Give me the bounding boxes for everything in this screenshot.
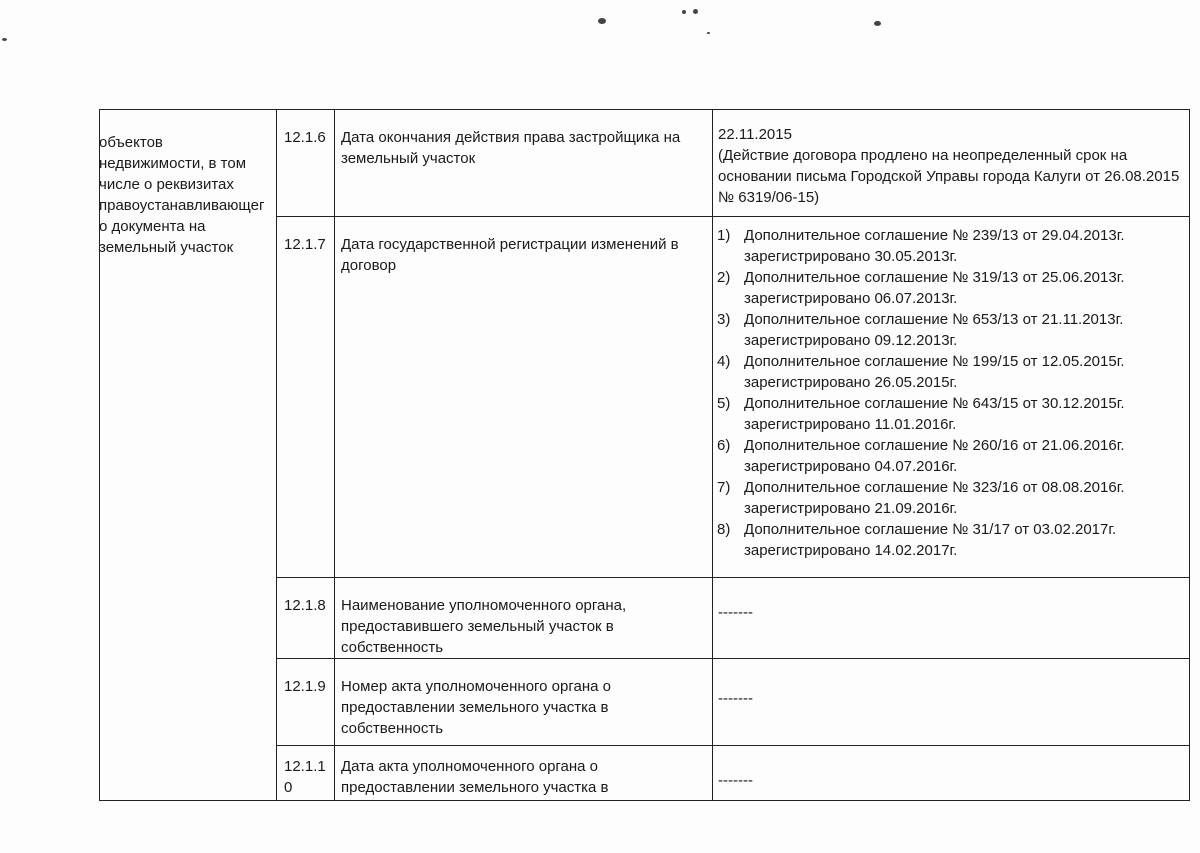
list-index: 5) <box>717 395 731 412</box>
list-index: 2) <box>717 269 731 286</box>
list-item <box>717 351 1181 393</box>
list-index: 1) <box>717 227 731 244</box>
row-number-cell <box>277 578 335 659</box>
row-number: 12.1.9 <box>284 678 326 695</box>
scan-speck <box>874 21 881 26</box>
amendment-list <box>713 217 1189 571</box>
list-index: 3) <box>717 311 731 328</box>
list-index: 8) <box>717 521 731 538</box>
row-number-cell <box>277 746 335 801</box>
value-cell <box>713 578 1190 659</box>
list-index: 4) <box>717 353 731 370</box>
list-item <box>717 393 1181 435</box>
list-index: 7) <box>717 479 731 496</box>
expiry-date: 22.11.2015 <box>718 126 792 143</box>
scan-speck <box>598 18 606 24</box>
description-cell <box>335 110 713 217</box>
row-description: Дата акта уполномоченного органа о предоставлении земельного участка в <box>341 758 609 796</box>
agreement-text: Дополнительное соглашение № 323/16 от 08.08.2016г. <box>744 479 1125 496</box>
scan-speck <box>707 32 710 34</box>
registration-text: зарегистрировано 04.07.2016г. <box>744 458 958 475</box>
row-description: Дата государственной регистрации изменений в договор <box>341 236 679 274</box>
table-row <box>100 110 1190 217</box>
list-item <box>717 267 1181 309</box>
agreement-text: Дополнительное соглашение № 31/17 от 03.02.2017г. <box>744 521 1117 538</box>
value-cell <box>713 659 1190 746</box>
category-cell <box>100 110 277 801</box>
description-cell <box>335 746 713 801</box>
row-description: Наименование уполномоченного органа, предоставившего земельный участок в собственность <box>341 597 627 656</box>
row-number-cell <box>277 217 335 578</box>
agreement-text: Дополнительное соглашение № 260/16 от 21.06.2016г. <box>744 437 1125 454</box>
list-index: 6) <box>717 437 731 454</box>
description-cell <box>335 578 713 659</box>
agreement-text: Дополнительное соглашение № 643/15 от 30.12.2015г. <box>744 395 1125 412</box>
category-text: объектов недвижимости, в том числе о реквизитах правоустанавливающег о документа на земельный участок <box>99 134 265 256</box>
property-info-table <box>99 109 1190 801</box>
expiry-note: (Действие договора продлено на неопределенный срок на основании письма Городской Управы города Калуги от 26.08.2015 № 6319/06-15) <box>718 147 1180 206</box>
scan-speck <box>2 38 7 41</box>
registration-text: зарегистрировано 06.07.2013г. <box>744 290 958 307</box>
agreement-text: Дополнительное соглашение № 239/13 от 29.04.2013г. <box>744 227 1125 244</box>
description-cell <box>335 217 713 578</box>
registration-text: зарегистрировано 21.09.2016г. <box>744 500 958 517</box>
agreement-text: Дополнительное соглашение № 653/13 от 21.11.2013г. <box>744 311 1124 328</box>
description-cell <box>335 659 713 746</box>
empty-value: ------- <box>718 604 753 621</box>
list-item <box>717 309 1181 351</box>
value-cell <box>713 746 1190 801</box>
list-item <box>717 435 1181 477</box>
registration-text: зарегистрировано 14.02.2017г. <box>744 542 958 559</box>
agreement-text: Дополнительное соглашение № 319/13 от 25.06.2013г. <box>744 269 1125 286</box>
value-cell <box>713 217 1190 578</box>
scan-speck <box>682 10 686 14</box>
row-description: Номер акта уполномоченного органа о предоставлении земельного участка в собственность <box>341 678 611 737</box>
row-number: 12.1.7 <box>284 236 326 253</box>
list-item <box>717 477 1181 519</box>
list-item <box>717 519 1181 561</box>
empty-value: ------- <box>718 772 753 789</box>
agreement-text: Дополнительное соглашение № 199/15 от 12.05.2015г. <box>744 353 1125 370</box>
scan-speck <box>693 9 698 14</box>
value-cell <box>713 110 1190 217</box>
registration-text: зарегистрировано 30.05.2013г. <box>744 248 958 265</box>
row-number: 12.1.8 <box>284 597 326 614</box>
row-description: Дата окончания действия права застройщика на земельный участок <box>341 129 681 167</box>
row-number-cell <box>277 110 335 217</box>
registration-text: зарегистрировано 09.12.2013г. <box>744 332 958 349</box>
row-number: 12.1.1 0 <box>284 758 326 796</box>
list-item <box>717 225 1181 267</box>
row-number-cell <box>277 659 335 746</box>
registration-text: зарегистрировано 11.01.2016г. <box>744 416 957 433</box>
row-number: 12.1.6 <box>284 129 326 146</box>
empty-value: ------- <box>718 690 753 707</box>
registration-text: зарегистрировано 26.05.2015г. <box>744 374 958 391</box>
